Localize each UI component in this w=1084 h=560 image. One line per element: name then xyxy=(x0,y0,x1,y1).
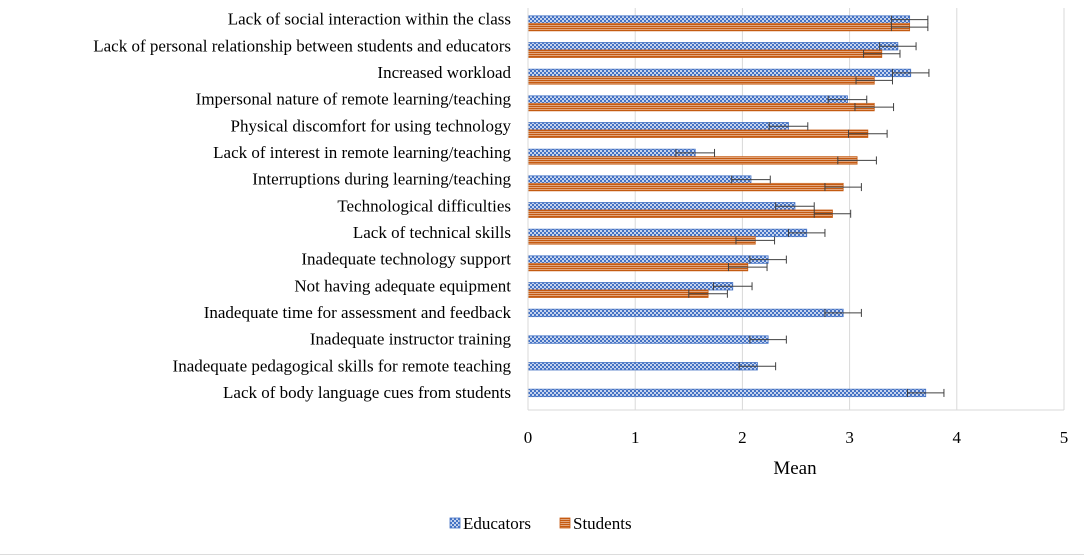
bar-educators xyxy=(528,203,795,211)
x-tick-label: 1 xyxy=(630,428,640,447)
bar-educators xyxy=(528,16,910,23)
bar-educators xyxy=(528,229,807,237)
category-label: Lack of technical skills xyxy=(352,223,511,243)
bar-students xyxy=(528,157,857,165)
bar-educators xyxy=(528,256,768,263)
bar-educators xyxy=(528,389,926,397)
x-tick-label: 2 xyxy=(738,428,747,447)
bar-students xyxy=(528,263,748,271)
bars xyxy=(528,16,926,397)
category-label: Inadequate pedagogical skills for remote teaching xyxy=(172,356,511,376)
bottom-divider xyxy=(0,554,1084,555)
bar-students xyxy=(528,237,755,245)
legend-label: Students xyxy=(573,514,632,533)
legend-item-educators xyxy=(450,514,531,533)
bar-educators xyxy=(528,43,898,51)
bar-students xyxy=(528,103,874,111)
category-label: Increased workload xyxy=(377,63,511,83)
legend-item-students xyxy=(560,514,632,533)
x-tick-label: 5 xyxy=(1059,428,1069,447)
bar-educators xyxy=(528,96,847,104)
bar-educators xyxy=(528,149,695,157)
bar-educators xyxy=(528,283,733,291)
category-label: Not having adequate equipment xyxy=(294,276,511,296)
x-tick-label: 4 xyxy=(952,428,962,447)
category-label: Inadequate technology support xyxy=(301,249,511,269)
bar-educators xyxy=(528,69,911,77)
bar-students xyxy=(528,210,832,218)
legend xyxy=(450,514,632,533)
category-label: Lack of social interaction within the class xyxy=(227,9,511,29)
bar-students xyxy=(528,290,708,298)
bar-educators xyxy=(528,336,768,344)
legend-label: Educators xyxy=(463,514,531,533)
bar-students xyxy=(528,183,843,191)
category-label: Lack of personal relationship between students and educators xyxy=(93,36,511,56)
x-tick-label: 3 xyxy=(845,428,854,447)
bar-students xyxy=(528,50,882,58)
bar-students xyxy=(528,77,874,85)
category-label: Technological difficulties xyxy=(337,196,511,216)
bar-students xyxy=(528,23,910,31)
category-label: Physical discomfort for using technology xyxy=(230,116,511,136)
bar-educators xyxy=(528,176,751,184)
bar-educators xyxy=(528,363,757,371)
category-label: Lack of body language cues from students xyxy=(223,383,511,403)
bar-educators xyxy=(528,309,843,317)
legend-swatch xyxy=(560,518,570,528)
category-label: Inadequate instructor training xyxy=(309,329,511,349)
legend-swatch xyxy=(450,518,460,528)
category-label: Lack of interest in remote learning/teaching xyxy=(213,143,511,163)
bar-students xyxy=(528,130,868,138)
x-tick-label: 0 xyxy=(523,428,533,447)
x-axis-title: Mean xyxy=(773,458,817,479)
category-label: Interruptions during learning/teaching xyxy=(252,169,511,189)
bar-educators xyxy=(528,123,788,131)
category-labels xyxy=(93,10,511,402)
category-label: Inadequate time for assessment and feedback xyxy=(203,303,511,323)
category-label: Impersonal nature of remote learning/teaching xyxy=(195,89,511,109)
